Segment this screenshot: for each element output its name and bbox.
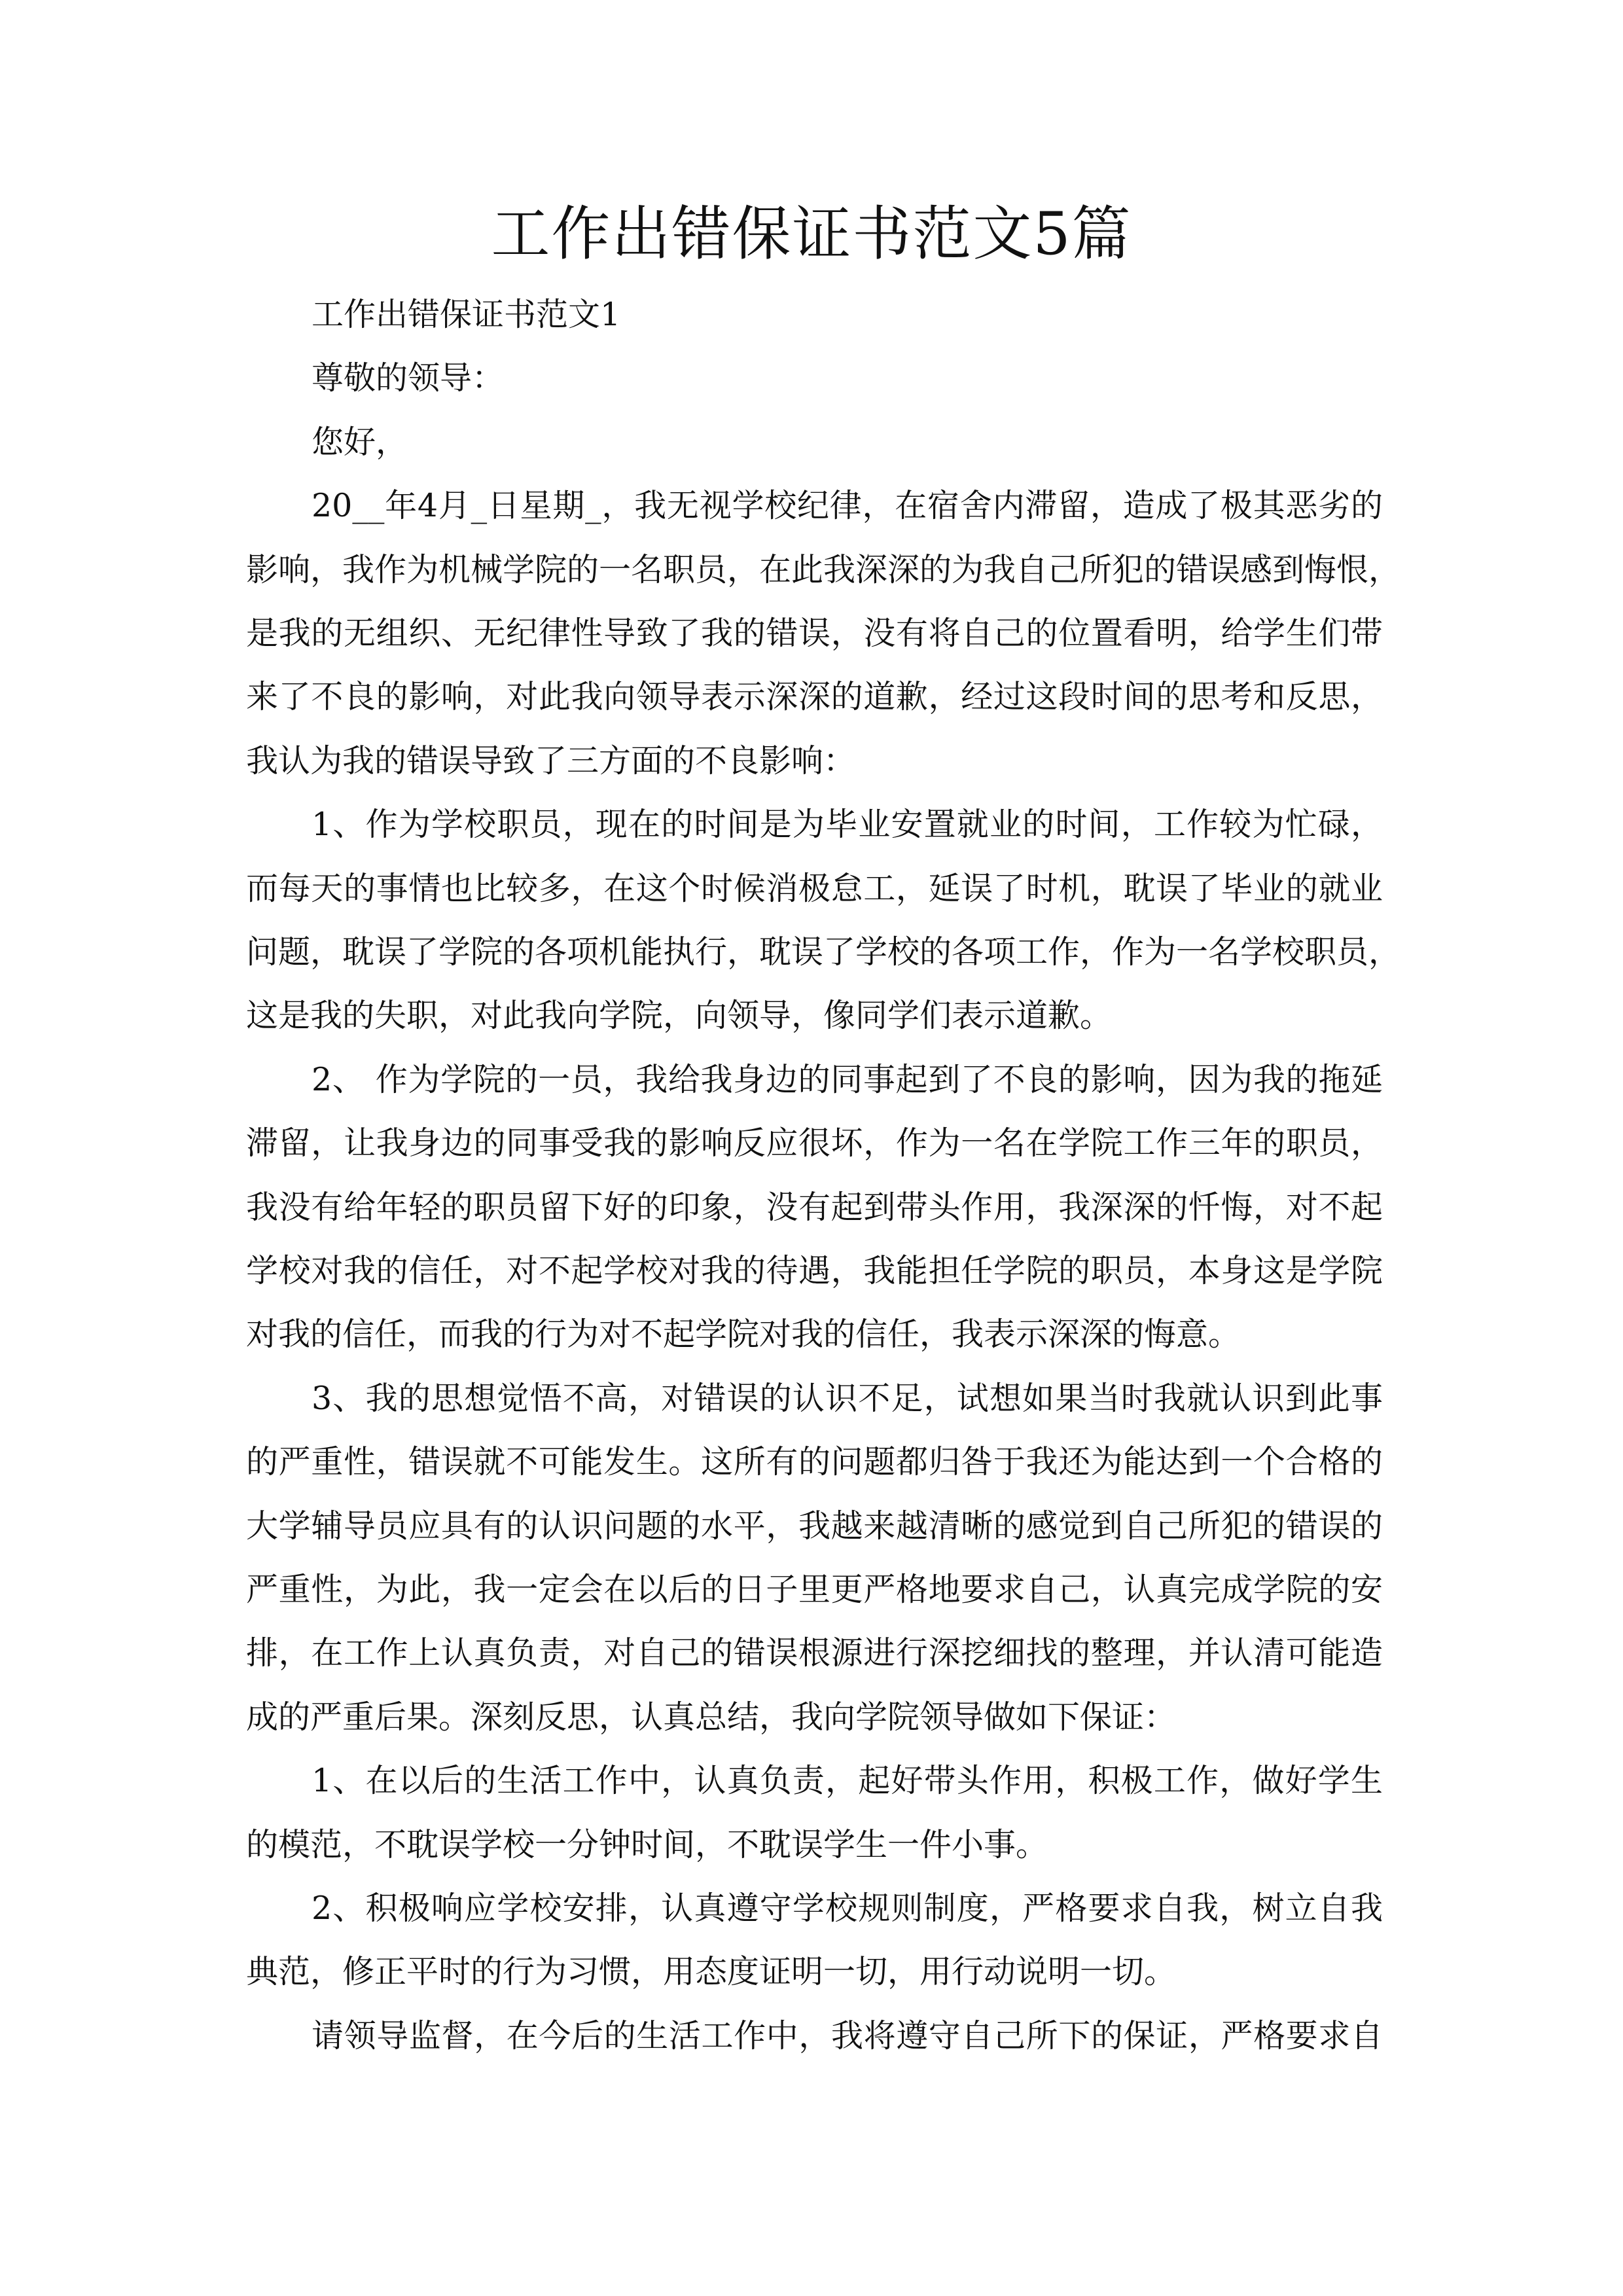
paragraph-4-line: 而每天的事情也比较多，在这个时候消极怠工，延误了时机，耽误了毕业的就业 [246, 869, 1383, 907]
paragraph-3-line: 20__年4月_日星期_，我无视学校纪律，在宿舍内滞留，造成了极其恶劣的 [312, 487, 1383, 525]
paragraph-4-line: 问题，耽误了学院的各项机能执行，耽误了学校的各项工作，作为一名学校职员， [246, 933, 1401, 971]
document-title: 工作出错保证书范文5篇 [491, 200, 1132, 268]
paragraph-7-line: 的模范，不耽误学校一分钟时间，不耽误学生一件小事。 [246, 1825, 1048, 1863]
paragraph-5-line: 对我的信任，而我的行为对不起学院对我的信任，我表示深深的悔意。 [246, 1316, 1241, 1354]
paragraph-8-line: 2、积极响应学校安排，认真遵守学校规则制度，严格要求自我，树立自我 [312, 1890, 1383, 1927]
paragraph-2-line: 您好， [312, 423, 408, 461]
paragraph-3-line: 来了不良的影响，对此我向领导表示深深的道歉，经过这段时间的思考和反思， [246, 678, 1383, 716]
paragraph-6-line: 严重性，为此，我一定会在以后的日子里更严格地要求自己，认真完成学院的安 [246, 1571, 1383, 1608]
paragraph-1-line: 尊敬的领导： [312, 359, 505, 397]
paragraph-6-line: 排，在工作上认真负责，对自己的错误根源进行深挖细找的整理，并认清可能造 [246, 1634, 1383, 1672]
paragraph-6-line: 的严重性，错误就不可能发生。这所有的问题都归咎于我还为能达到一个合格的 [246, 1443, 1383, 1481]
paragraph-8-line: 典范，修正平时的行为习惯，用态度证明一切，用行动说明一切。 [246, 1953, 1177, 1991]
paragraph-5-line: 我没有给年轻的职员留下好的印象，没有起到带头作用，我深深的忏悔，对不起 [246, 1188, 1383, 1226]
paragraph-5-line: 学校对我的信任，对不起学校对我的待遇，我能担任学院的职员，本身这是学院 [246, 1252, 1383, 1289]
paragraph-9-line: 请领导监督，在今后的生活工作中，我将遵守自己所下的保证，严格要求自 [312, 2017, 1383, 2054]
paragraph-6-line: 3、我的思想觉悟不高，对错误的认识不足，试想如果当时我就认识到此事 [312, 1379, 1383, 1417]
paragraph-6-line: 成的严重后果。深刻反思，认真总结，我向学院领导做如下保证： [246, 1698, 1177, 1736]
paragraph-3-line: 是我的无组织、无纪律性导致了我的错误，没有将自己的位置看明，给学生们带 [246, 615, 1383, 652]
paragraph-7-line: 1、在以后的生活工作中，认真负责，起好带头作用，积极工作，做好学生 [312, 1762, 1383, 1800]
paragraph-3-line: 影响，我作为机械学院的一名职员，在此我深深的为我自己所犯的错误感到悔恨， [246, 550, 1401, 588]
paragraph-0-line: 工作出错保证书范文1 [312, 296, 621, 333]
paragraph-4-line: 这是我的失职，对此我向学院，向领导，像同学们表示道歉。 [246, 997, 1113, 1035]
paragraph-6-line: 大学辅导员应具有的认识问题的水平，我越来越清晰的感觉到自己所犯的错误的 [246, 1507, 1383, 1545]
paragraph-5-line: 滞留，让我身边的同事受我的影响反应很坏，作为一名在学院工作三年的职员， [246, 1124, 1383, 1162]
paragraph-3-line: 我认为我的错误导致了三方面的不良影响： [246, 742, 856, 780]
paragraph-5-line: 2、 作为学院的一员，我给我身边的同事起到了不良的影响，因为我的拖延 [312, 1060, 1383, 1098]
paragraph-4-line: 1、作为学校职员，现在的时间是为毕业安置就业的时间，工作较为忙碌， [312, 806, 1383, 844]
